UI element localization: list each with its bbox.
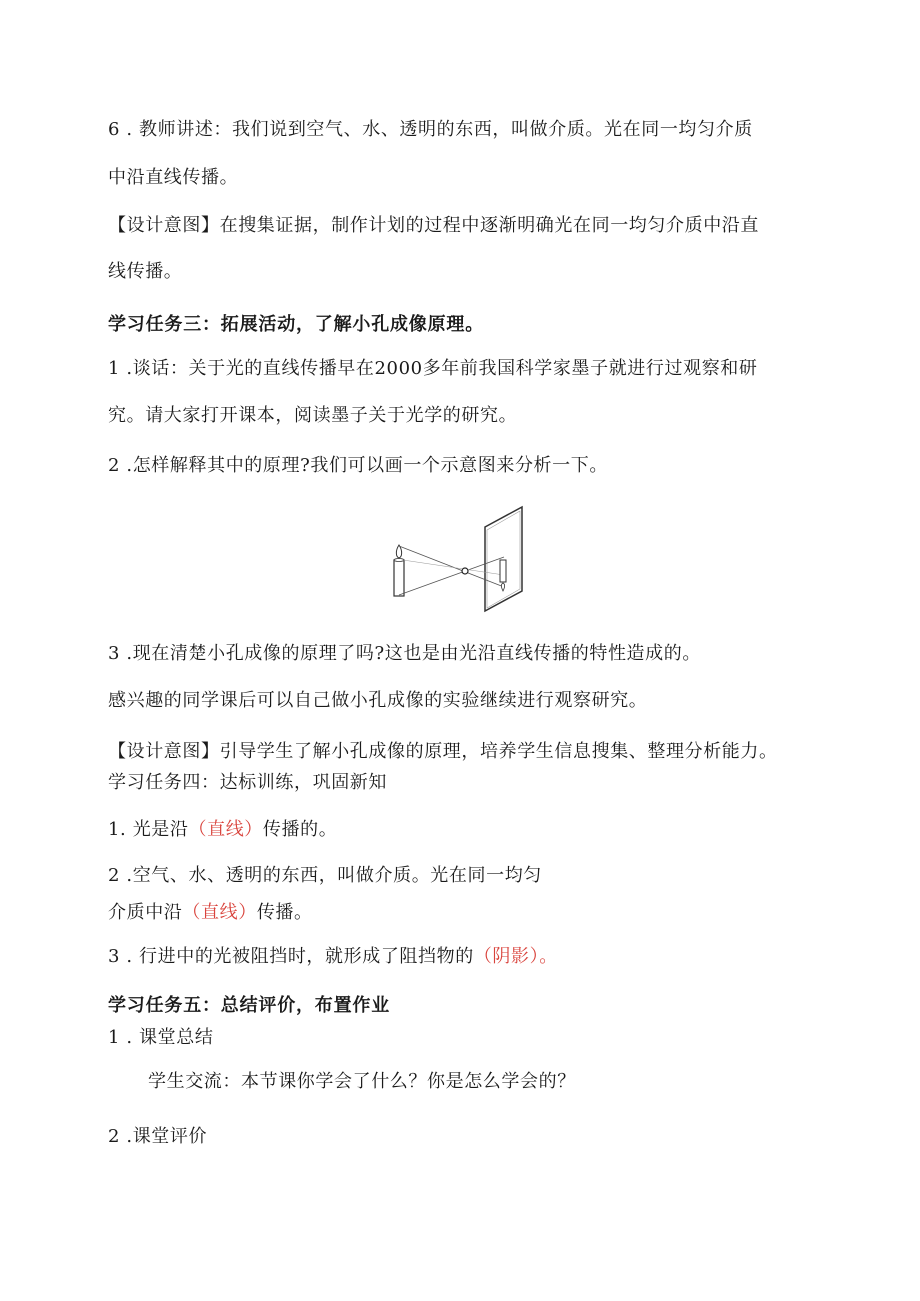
pinhole-camera-diagram-icon [380, 505, 530, 615]
task-3-item-3: 3 .现在清楚小孔成像的原理了吗?这也是由光沿直线传播的特性造成的。 [108, 643, 701, 664]
task-3-item-1-cont: 究。请大家打开课本，阅读墨子关于光学的研究。 [108, 405, 518, 426]
exercise-2-text: 介质中沿 [108, 902, 183, 923]
exercise-3-answer: （阴影）。 [473, 946, 558, 967]
paragraph-6: 6 . 教师讲述：我们说到空气、水、透明的东西，叫做介质。光在同一均匀介质 [108, 119, 753, 140]
task-5-item-2: 2 .课堂评价 [108, 1126, 208, 1147]
design-intent-2: 【设计意图】引导学生了解小孔成像的原理，培养学生信息搜集、整理分析能力。 [108, 741, 778, 762]
exercise-1 [108, 818, 337, 842]
exercise-1-answer: （直线） [188, 819, 263, 840]
design-intent-1-cont: 线传播。 [108, 261, 183, 282]
task-5-item-1: 1 . 课堂总结 [108, 1027, 214, 1048]
exercise-1-text-end: 传播的。 [262, 819, 338, 840]
exercise-2-cont [108, 901, 313, 925]
exercise-1-text: 1. 光是沿 [108, 819, 189, 840]
task-3-item-1: 1 .谈话：关于光的直线传播早在2000多年前我国科学家墨子就进行过观察和研 [108, 358, 758, 379]
exercise-3-text: 3 . 行进中的光被阻挡时，就形成了阻挡物的 [108, 946, 474, 967]
task-3-item-2: 2 .怎样解释其中的原理?我们可以画一个示意图来分析一下。 [108, 455, 608, 476]
exercise-3 [108, 945, 558, 969]
task-5-heading: 学习任务五：总结评价，布置作业 [108, 995, 390, 1016]
task-3-heading: 学习任务三：拓展活动，了解小孔成像原理。 [108, 314, 484, 335]
exercise-2-text-end: 传播。 [256, 902, 313, 923]
exercise-2: 2 .空气、水、透明的东西，叫做介质。光在同一均匀 [108, 865, 542, 886]
task-5-student-exchange: 学生交流：本节课你学会了什么？你是怎么学会的？ [148, 1071, 576, 1092]
task-4-heading: 学习任务四：达标训练，巩固新知 [108, 772, 387, 793]
task-3-interest-note: 感兴趣的同学课后可以自己做小孔成像的实验继续进行观察研究。 [108, 690, 648, 711]
exercise-2-answer: （直线） [182, 902, 257, 923]
design-intent-1: 【设计意图】在搜集证据，制作计划的过程中逐渐明确光在同一均匀介质中沿直 [108, 215, 759, 236]
paragraph-6-cont: 中沿直线传播。 [108, 167, 239, 188]
